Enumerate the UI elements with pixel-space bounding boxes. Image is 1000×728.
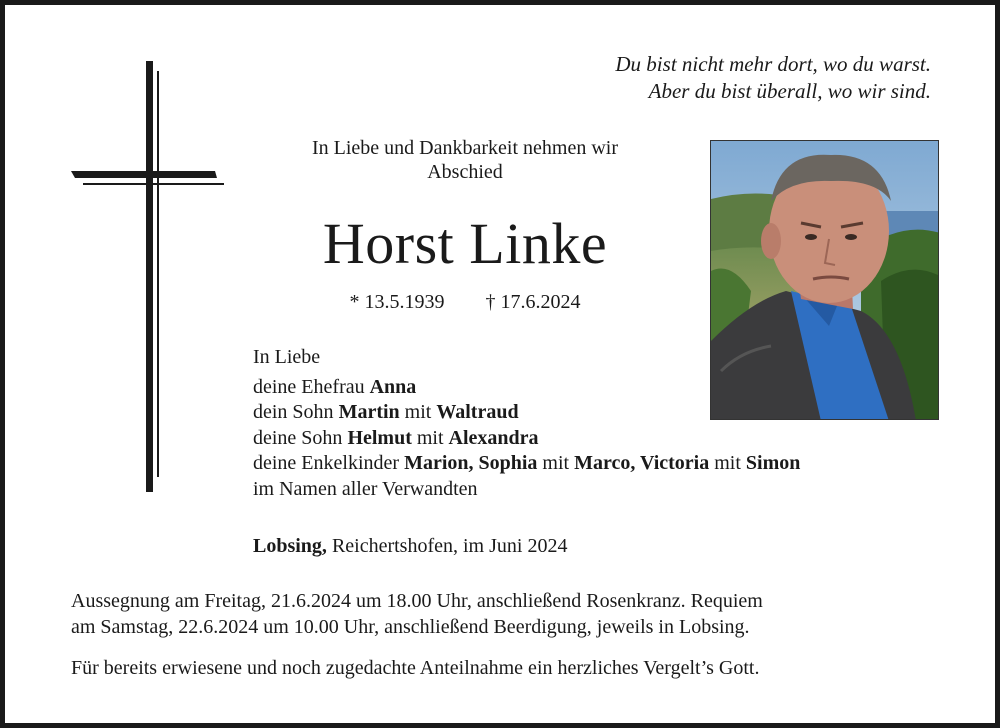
son1-partner: Waltraud: [436, 401, 519, 423]
farewell-intro: [267, 136, 663, 184]
family-list: [253, 345, 800, 502]
grandchildren-connector-2: mit: [714, 452, 741, 474]
life-dates: [267, 290, 663, 314]
son1-connector: mit: [404, 401, 432, 423]
son2-connector: mit: [416, 426, 444, 449]
family-line-son2: [253, 426, 800, 452]
son2-name: Helmut: [347, 426, 412, 449]
intro-line-1: In Liebe und Dankbarkeit nehmen wir: [311, 137, 618, 159]
son1-prefix: dein Sohn: [253, 401, 334, 423]
wife-name: Anna: [369, 375, 417, 398]
family-line-wife: [253, 375, 800, 401]
place-town: Lobsing,: [253, 535, 327, 557]
deceased-name: Horst Linke: [322, 211, 608, 276]
birth-date: * 13.5.1939: [349, 291, 445, 313]
service-line-2: am Samstag, 22.6.2024 um 10.00 Uhr, anschließend Beerdigung, jeweils in Lobsing.: [71, 616, 750, 638]
service-line-1: Aussegnung am Freitag, 21.6.2024 um 18.00 Uhr, anschließend Rosenkranz. Requiem: [71, 590, 763, 612]
son1-name: Martin: [338, 401, 400, 423]
family-closing: im Namen aller Verwandten: [253, 477, 478, 500]
quote-line-1: Du bist nicht mehr dort, wo du warst.: [615, 52, 931, 76]
grandchildren-connector-1: mit: [542, 452, 570, 474]
service-info: [71, 588, 951, 640]
intro-line-2: Abschied: [427, 161, 503, 183]
family-line-son1: [253, 400, 800, 426]
grandchildren-names-3: Simon: [745, 452, 801, 474]
grandchildren-names-2: Marco, Victoria: [574, 452, 710, 474]
place-rest: Reichertshofen, im Juni 2024: [331, 535, 568, 557]
place-and-date: [253, 533, 567, 559]
son2-prefix: deine Sohn: [253, 426, 343, 449]
wife-prefix: deine Ehefrau: [253, 375, 365, 398]
son2-partner: Alexandra: [448, 426, 539, 449]
grandchildren-prefix: deine Enkelkinder: [253, 452, 400, 474]
thanks-note: Für bereits erwiesene und noch zugedachte Anteilnahme ein herzliches Vergelt’s Gott.: [71, 657, 760, 679]
family-line-grandchildren: [253, 451, 800, 477]
cross-icon: [67, 57, 231, 499]
family-heading: In Liebe: [253, 346, 321, 368]
death-date: † 17.6.2024: [485, 291, 581, 313]
grandchildren-names-1: Marion, Sophia: [404, 452, 538, 474]
memorial-quote: [615, 51, 931, 105]
quote-line-2: Aber du bist überall, wo wir sind.: [648, 79, 931, 103]
